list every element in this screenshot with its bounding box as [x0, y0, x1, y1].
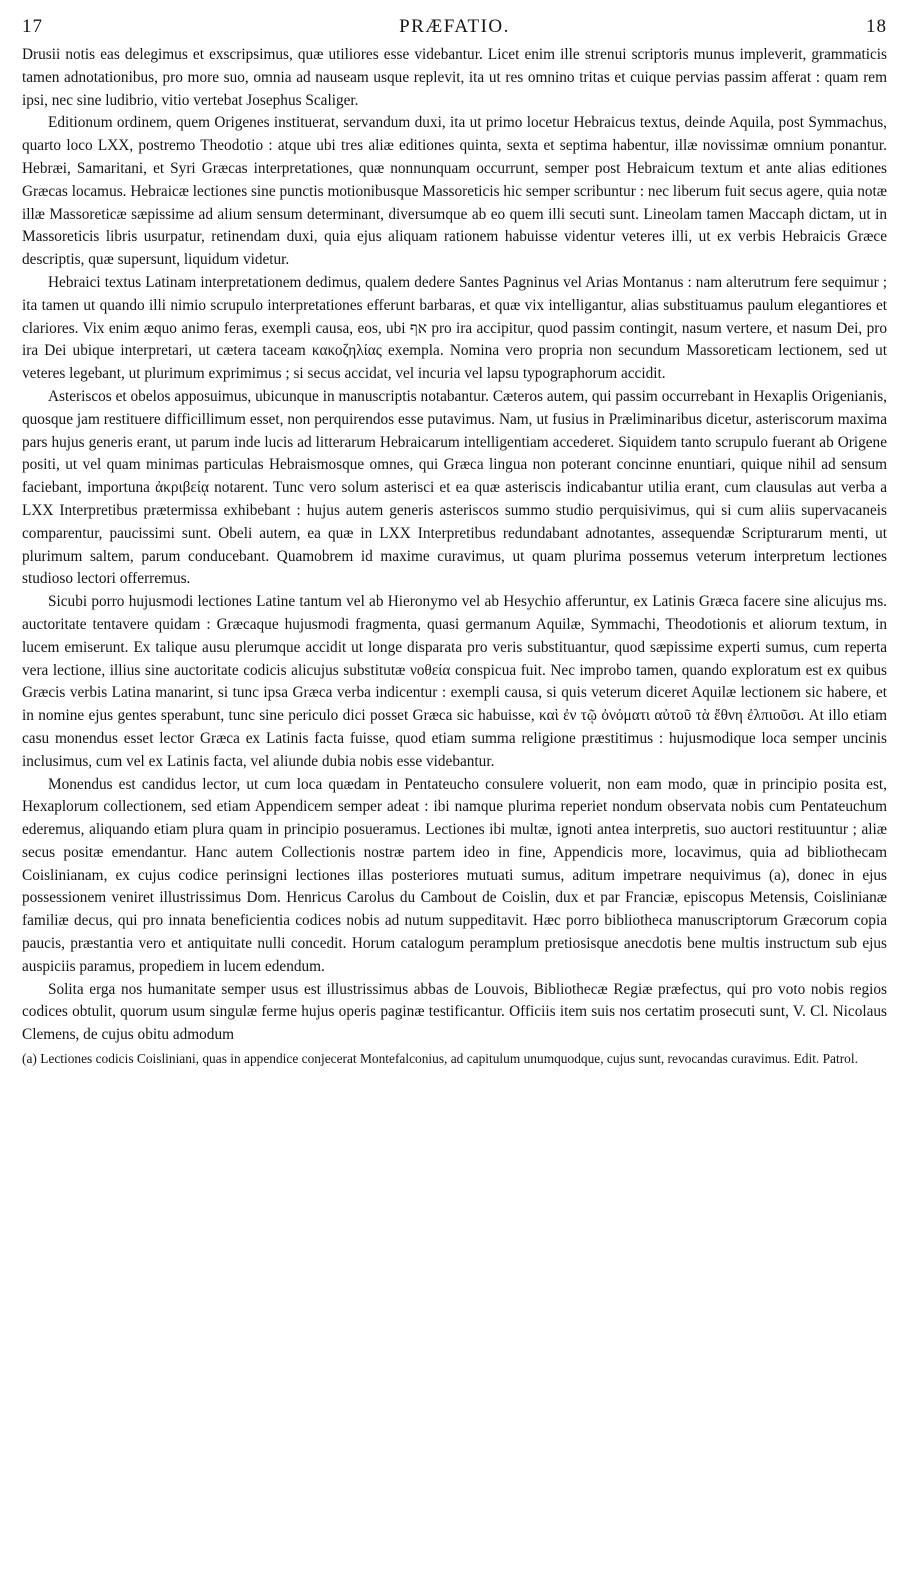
paragraph-2: Editionum ordinem, quem Origenes instituerat, servandum duxi, ita ut primo locetur Hebraicus textus, deinde Aquila, post Symmachus, quarto loco LXX, postremo Theodotio : atque ubi tres aliæ editiones quinta, sexta et septima habentur, illæ novissimæ omnium ponantur. Hebræi, Samaritani, et Syri Græcas interpretationes, quæ nonnunquam occurrunt, semper post Hebraicum textum et ante alias editiones Græcas locamus. Hebraicæ lectiones sine punctis motionibusque Massoreticis hic semper scribuntur : nec liberum fuit secus agere, quia notæ illæ Massoreticæ sæpissime ad alium sensum determinant, diversumque ab eo quem illi secuti sunt. Lineolam tamen Maccaph dictam, ut in Massoreticis libris usurpatur, retinendam duxi, quia ejus aliquam rationem habuisse videntur veteres illi, ut ex verbis Hebraicis Græce descriptis, quæ supersunt, liquidum videtur.	[22, 114, 887, 269]
paragraph-6: Monendus est candidus lector, ut cum loca quædam in Pentateucho consulere voluerit, non eam modo, quæ in principio posita est, Hexaplorum collectionem, sed etiam Appendicem semper adeat : ibi namque plurima reperiet nondum observata nobis cum Pentateuchum ederemus, aliquando etiam plura quam in principio posueramus. Lectiones ibi multæ, ignoti antea interpretis, suo auctori restituuntur ; aliæ secus positæ emendantur. Hanc autem Collectionis nostræ partem ideo in fine, Appendicis more, locavimus, quia ad bibliothecam Coislinianam, ex cujus codice perinsigni lectiones illas posteriores mutuati sumus, aditum impetrare nequivimus (a), donec in ejus possessionem veniret illustrissimus Dom. Henricus Carolus du Cambout de Coislin, dux et par Franciæ, episcopus Metensis, Coislinianæ familiæ decus, qui pro innata beneficientia codices nobis ad nutum suppeditavit. Hæc porro bibliotheca manuscriptorum Græcorum copia paucis, præstantia vero et antiquitate nulli concedit. Horum catalogum peramplum pretiosisque anecdotis bene multis instructum sub ejus auspiciis paramus, propediem in lucem edendum.	[22, 775, 887, 975]
paragraph-4: Asteriscos et obelos apposuimus, ubicunque in manuscriptis notabantur. Cæteros autem, qui passim occurrebant in Hexaplis Origenianis, quosque jam restituere difficillimum esset, non perquirendos esse putavimus. Nam, ut fusius in Præliminaribus dicetur, asteriscorum maxima pars hujus generis erant, ut parum inde lucis ad litterarum Hebraicarum intelligentiam accederet. Siquidem tanto scrupulo fuerant ab Origene positi, ut vel quam minimas particulas Hebraismosque omnes, qui Græca lingua non poterant concinne enuntiari, quique nihil ad sensum faciebant, importuna ἀκριβείᾳ notarent. Tunc vero solum asterisci et ea quæ asteriscis indicabantur utilia erant, cum clausulas aut verba a LXX Interpretibus prætermissa exhibebant : hujus autem generis asteriscos summo studio perquisivimus, qui si cum aliis supervacaneis comparentur, paucissimi sunt. Obeli autem, ea quæ in LXX Interpretibus redundabant adnotantes, assequendæ Scripturarum menti, ut plurimum saltem, parum conducebant. Quamobrem id maxime curavimus, ut quam plurima possemus veterum interpretum lectiones studioso lectori offerremus.	[22, 387, 887, 588]
footnote	[22, 1049, 887, 1068]
paragraph-3: Hebraici textus Latinam interpretationem dedimus, qualem dedere Santes Pagninus vel Arias Montanus : nam alterutrum fere sequimur ; ita tamen ut quando illi nimio scrupulo interpretationes efferunt barbaras, et quæ vix intelligantur, alias substituamus paulum elegantiores et clariores. Vix enim æquo animo feras, exempli causa, eos, ubi אף pro ira accipitur, quod passim contingit, nasum vertere, et nasum Dei, pro ira Dei ubique interpretari, ut cætera taceam κακοζηλίας exempla. Nomina vero propria non secundum Massoreticam lectionem, sed ut veteres legebant, ut plurimum exprimimus ; si secus accidat, vel incuria vel lapsu typographorum accidit.	[22, 273, 887, 383]
paragraph-7: Solita erga nos humanitate semper usus est illustrissimus abbas de Louvois, Bibliothecæ Regiæ præfectus, qui pro voto nobis regios codices obtulit, quorum usum singulæ ferme hujus operis paginæ testificantur. Officiis item suis nos certatim prosecuti sunt, V. Cl. Nicolaus Clemens, de cujus obitu admodum	[22, 980, 887, 1044]
paragraph-5: Sicubi porro hujusmodi lectiones Latine tantum vel ab Hieronymo vel ab Hesychio afferuntur, ex Latinis Græca facere sine alicujus ms. auctoritate tentavere quidam : Græcaque hujusmodi fragmenta, quasi germanum Aquilæ, Symmachi, Theodotionis et aliorum textum, in lucem emiserunt. Ex talique ausu plerumque accidit ut longe disparata pro veris substituantur, quod sæpissime experti sumus, cum reperta vera lectione, illius sine auctoritate codicis alicujus substitutæ νοθεία conspicua fuit. Nec improbo tamen, quando exploratum est ex quibus Græcis verbis Latina manarint, si tunc ipsa Græca verba indicentur : exempli causa, si quis veterum diceret Aquilæ lectionem sic habere, et in nomine ejus gentes sperabunt, tunc sine periculo dici posset Græca sic habuisse, καὶ ἐν τῷ ὀνόματι αὐτοῦ τὰ ἔθνη ἐλπιοῦσι. At illo etiam casu monendus esset lector Græca ex Latinis facta fuisse, quod etiam summa religione præstitimus : hujusmodique loca semper uncinis inclusimus, cum vel ex Latinis facta, vel aliunde dubia nobis esse videbantur.	[22, 593, 887, 770]
page-header	[22, 16, 887, 38]
paragraph-1: Drusii notis eas delegimus et exscripsimus, quæ utiliores esse videbantur. Licet enim ille strenui scriptoris munus impleverit, grammaticis tamen adnotationibus, pro more suo, omnia ad nauseam usque replevit, ita ut res omnino tritas et cuique pervias passim afferat : quam rem ipsi, nec sine ludibrio, vitio vertebat Josephus Scaliger.	[22, 46, 887, 109]
running-title: PRÆFATIO.	[399, 16, 510, 37]
footnote-text: (a) Lectiones codicis Coisliniani, quas in appendice conjecerat Montefalconius, ad capitulum unumquodque, cujus sunt, revocandas curavimus. Edit. Patrol.	[22, 1051, 858, 1067]
page-number-left: 17	[22, 16, 43, 37]
page-number-right: 18	[866, 16, 887, 37]
body-text	[22, 44, 887, 1047]
